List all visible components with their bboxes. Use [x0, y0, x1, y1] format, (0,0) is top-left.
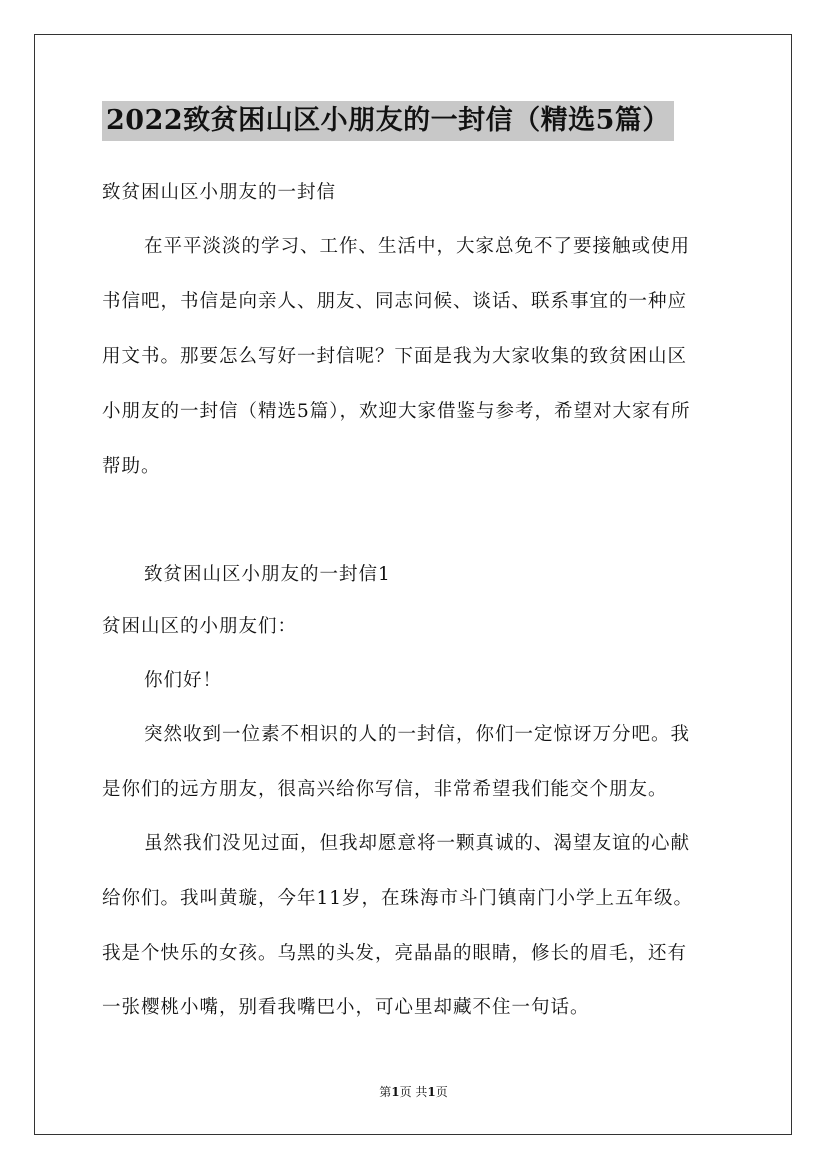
intro-line: 书信吧，书信是向亲人、朋友、同志问候、谈话、联系事宜的一种应	[102, 291, 688, 312]
intro-line: 小朋友的一封信（精选5篇），欢迎大家借鉴与参考，希望对大家有所	[102, 401, 691, 422]
paragraph-line: 我是个快乐的女孩。乌黑的头发，亮晶晶的眼睛，修长的眉毛，还有	[102, 943, 688, 964]
intro-line: 在平平淡淡的学习、工作、生活中，大家总免不了要接触或使用	[144, 236, 691, 257]
intro-line: 用文书。那要怎么写好一封信呢？下面是我为大家收集的致贫困山区	[102, 346, 688, 367]
paragraph-line: 给你们。我叫黄璇，今年11岁，在珠海市斗门镇南门小学上五年级。	[102, 888, 694, 909]
letter-heading: 致贫困山区小朋友的一封信1	[144, 564, 391, 585]
paragraph-line: 虽然我们没见过面，但我却愿意将一颗真诚的、渴望友谊的心献	[144, 833, 691, 854]
greeting: 你们好！	[144, 670, 223, 691]
paragraph-line: 是你们的远方朋友，很高兴给你写信，非常希望我们能交个朋友。	[102, 779, 668, 800]
footer-page-mid: 页 共	[399, 1085, 428, 1099]
footer-page-prefix: 第	[379, 1085, 392, 1099]
paragraph-line: 一张樱桃小嘴，别看我嘴巴小，可心里却藏不住一句话。	[102, 997, 590, 1018]
footer-page-current: 1	[391, 1085, 400, 1099]
paragraph-line: 突然收到一位素不相识的人的一封信，你们一定惊讶万分吧。我	[144, 724, 691, 745]
document-subtitle: 致贫困山区小朋友的一封信	[102, 182, 337, 203]
intro-line: 帮助。	[102, 456, 161, 477]
page-footer	[0, 1084, 827, 1100]
footer-page-suffix: 页	[435, 1085, 448, 1099]
salutation: 贫困山区的小朋友们：	[102, 616, 298, 637]
document-title: 2022致贫困山区小朋友的一封信（精选5篇）	[102, 101, 674, 141]
footer-page-total: 1	[427, 1085, 436, 1099]
